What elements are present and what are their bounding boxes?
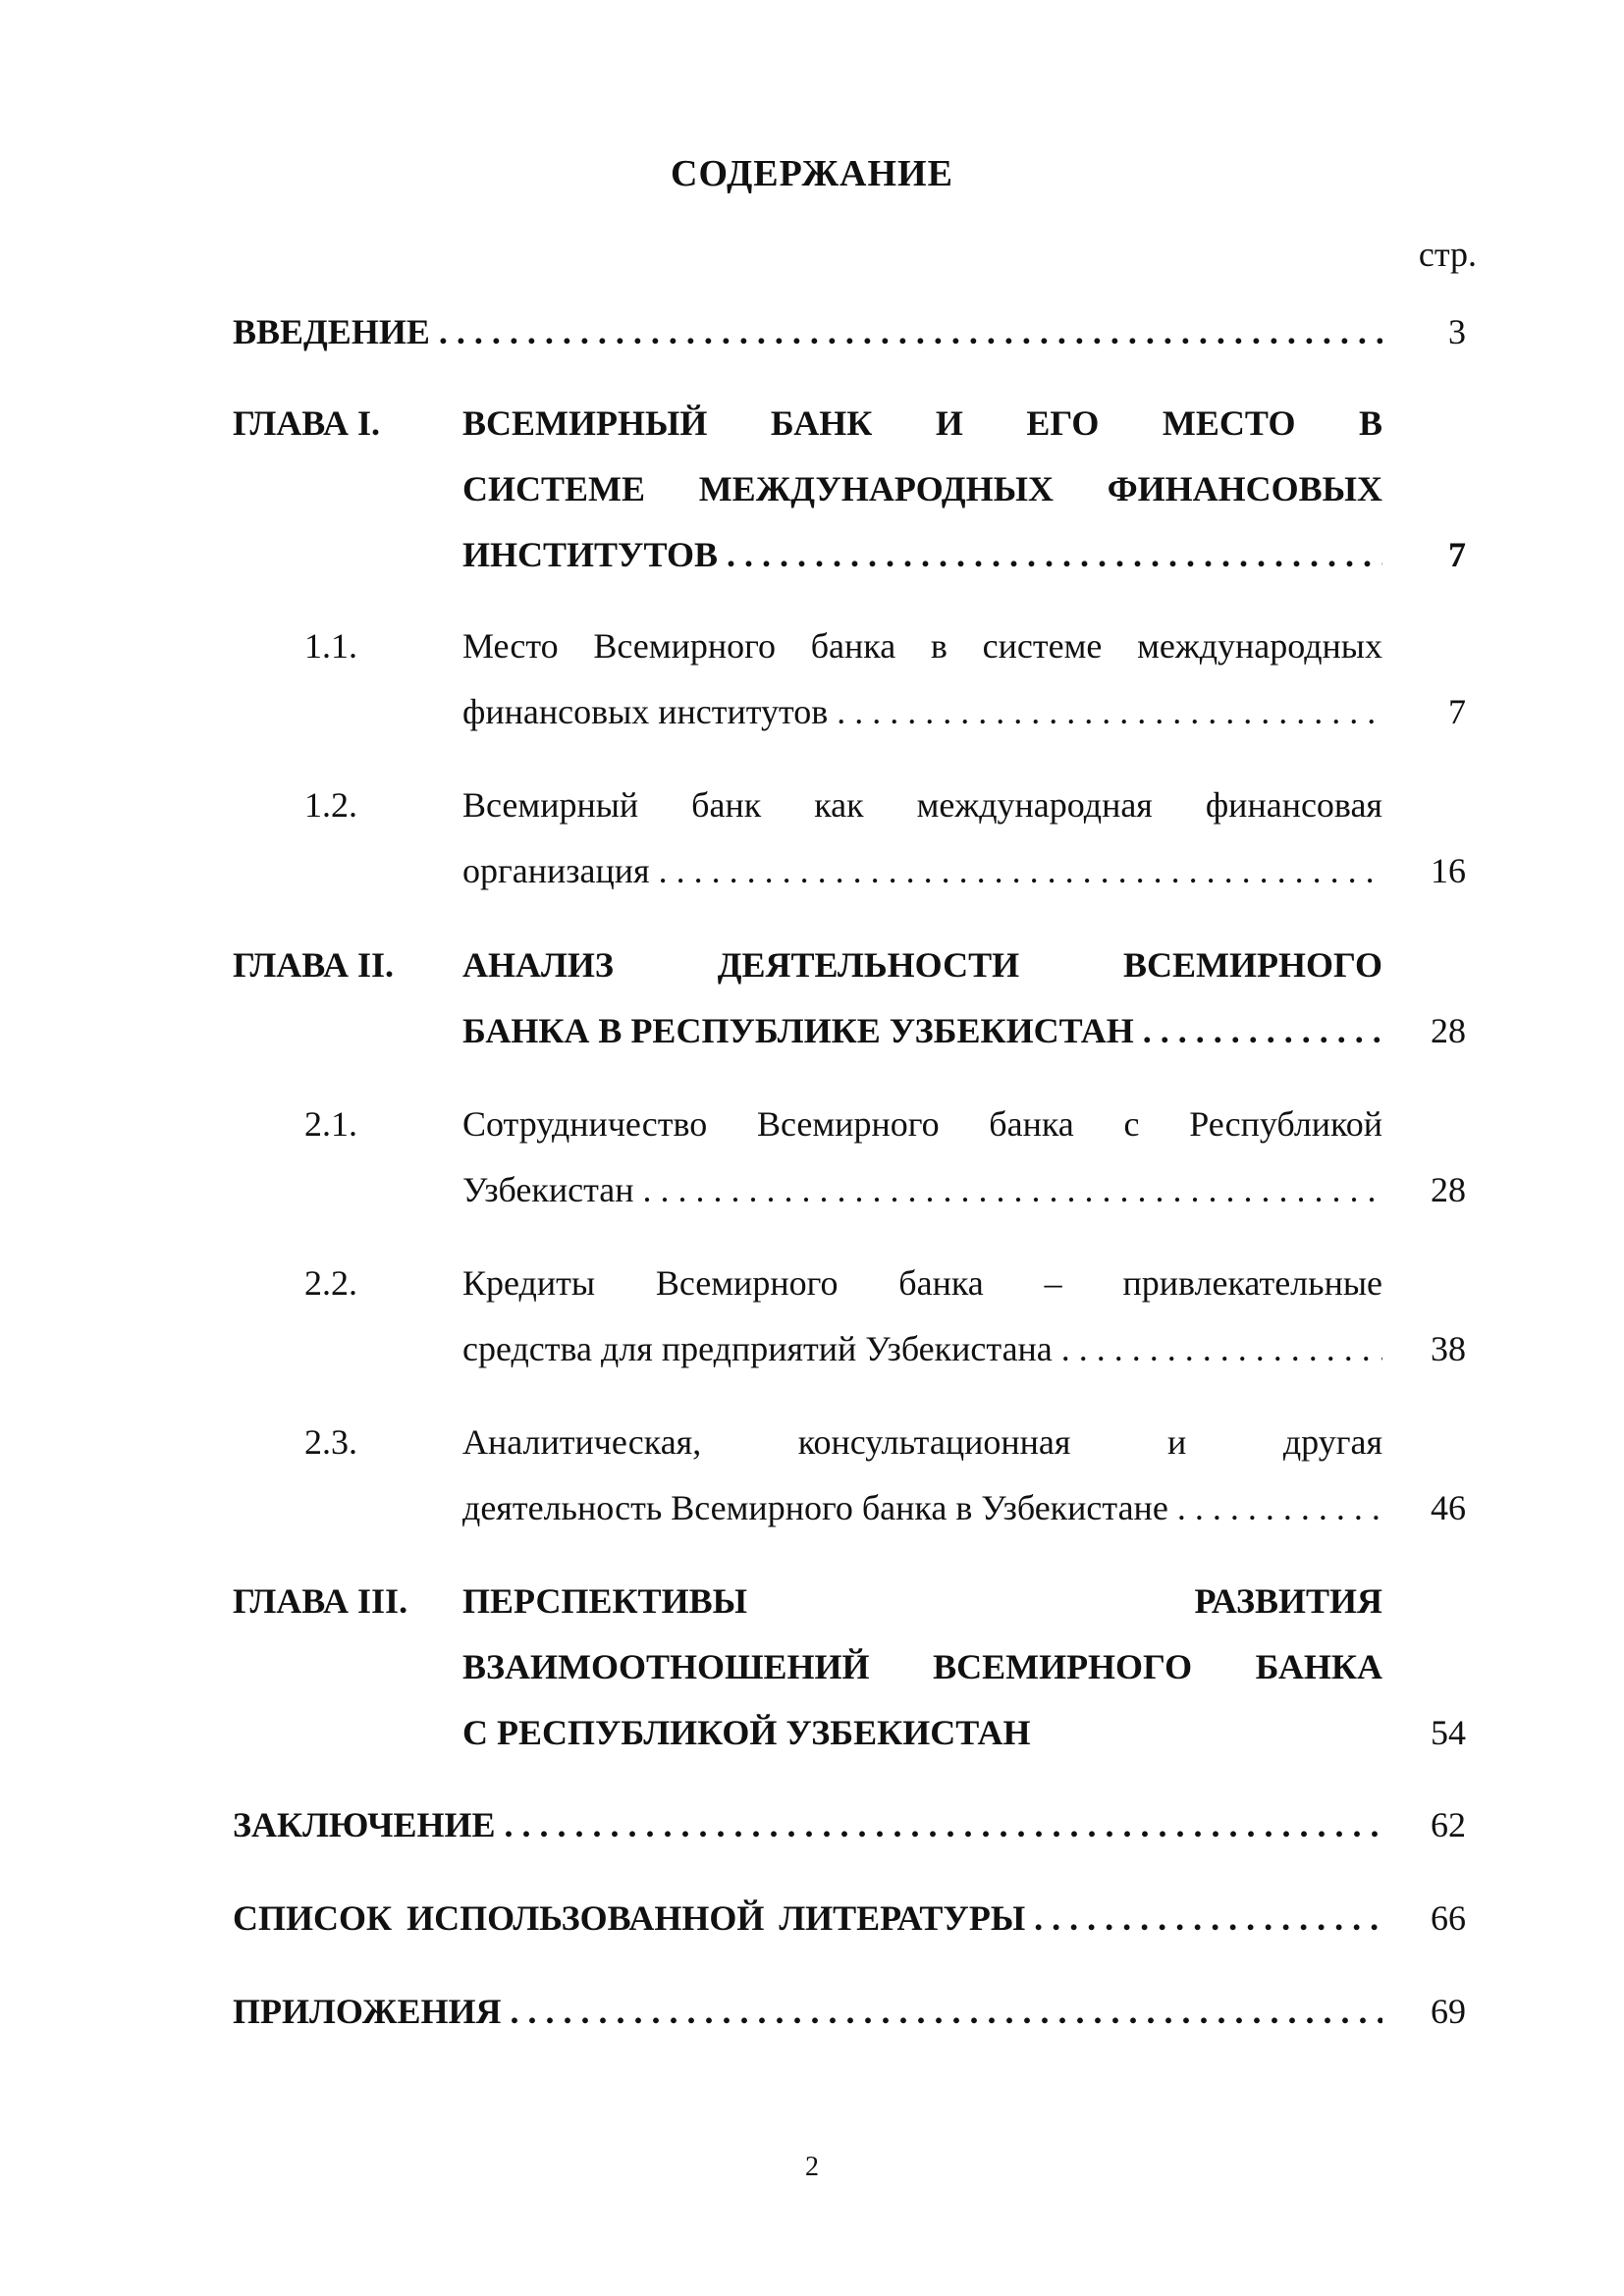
toc-page-number: 7 bbox=[1448, 692, 1466, 731]
toc-section-number: 1.2. bbox=[304, 785, 357, 825]
toc-entry-body bbox=[462, 1569, 1382, 1766]
toc-line: Всемирный банк как международная финансовая bbox=[462, 785, 1382, 825]
toc-line: БАНКА В РЕСПУБЛИКЕ УЗБЕКИСТАН . . . bbox=[462, 998, 1382, 1064]
toc-line: финансовых институтов . . . bbox=[462, 679, 1382, 745]
toc-line: ПЕРСПЕКТИВЫ РАЗВИТИЯ bbox=[462, 1581, 1382, 1621]
toc-page-number: 62 bbox=[1431, 1805, 1466, 1844]
toc-page-number: 46 bbox=[1431, 1488, 1466, 1527]
toc-section-number: 2.1. bbox=[304, 1104, 357, 1144]
toc-line: СПИСОК ИСПОЛЬЗОВАННОЙ ЛИТЕРАТУРЫ . . . bbox=[233, 1886, 1382, 1951]
toc-page-number: 7 bbox=[1448, 535, 1466, 574]
toc-line: ЗАКЛЮЧЕНИЕ . . . bbox=[233, 1792, 1382, 1858]
toc-entry-body bbox=[462, 933, 1382, 1064]
toc-page-number: 28 bbox=[1431, 1170, 1466, 1209]
toc-page-number: 16 bbox=[1431, 851, 1466, 890]
toc-entry-body bbox=[462, 1092, 1382, 1223]
toc-chapter-number: ГЛАВА III. bbox=[233, 1581, 408, 1621]
toc-line: Аналитическая, консультационная и другая bbox=[462, 1422, 1382, 1462]
toc-line: СИСТЕМЕ МЕЖДУНАРОДНЫХ ФИНАНСОВЫХ bbox=[462, 469, 1382, 508]
toc-line: ВСЕМИРНЫЙ БАНК И ЕГО МЕСТО В bbox=[462, 403, 1382, 443]
toc-line: Место Всемирного банка в системе международных bbox=[462, 626, 1382, 666]
toc-entry-body bbox=[233, 1792, 1382, 1858]
toc-line: ВЗАИМООТНОШЕНИЙ ВСЕМИРНОГО БАНКА bbox=[462, 1647, 1382, 1686]
toc-line: Сотрудничество Всемирного банка с Республикой bbox=[462, 1104, 1382, 1144]
toc-line: Кредиты Всемирного банка – привлекательные bbox=[462, 1263, 1382, 1303]
toc-entry-body bbox=[233, 299, 1382, 365]
toc-line: ПРИЛОЖЕНИЯ . . . bbox=[233, 1979, 1382, 2045]
toc-line: деятельность Всемирного банка в Узбекистане . . . bbox=[462, 1475, 1382, 1541]
toc-page-number: 28 bbox=[1431, 1011, 1466, 1050]
toc-line: АНАЛИЗ ДЕЯТЕЛЬНОСТИ ВСЕМИРНОГО bbox=[462, 945, 1382, 985]
toc-entry-body bbox=[233, 1886, 1382, 1951]
toc-line: средства для предприятий Узбекистана . . . bbox=[462, 1316, 1382, 1382]
toc-line: ВВЕДЕНИЕ . . . bbox=[233, 299, 1382, 365]
toc-section-number: 2.3. bbox=[304, 1422, 357, 1462]
toc-chapter-number: ГЛАВА I. bbox=[233, 403, 381, 443]
footer-page-number: 2 bbox=[805, 2152, 819, 2182]
toc-entry-body bbox=[462, 391, 1382, 588]
toc-line: организация . . . bbox=[462, 838, 1382, 904]
toc-page-number: 54 bbox=[1431, 1713, 1466, 1752]
toc-entry-body bbox=[462, 614, 1382, 745]
toc-line: ИНСТИТУТОВ . . . bbox=[462, 522, 1382, 588]
toc-line: Узбекистан . . . bbox=[462, 1157, 1382, 1223]
toc-section-number: 2.2. bbox=[304, 1263, 357, 1303]
toc-entry-body bbox=[462, 1251, 1382, 1382]
page-title: СОДЕРЖАНИЕ bbox=[671, 153, 953, 194]
toc-page-number: 3 bbox=[1448, 312, 1466, 351]
toc-entry-body bbox=[233, 1979, 1382, 2045]
toc-entry-body bbox=[462, 1410, 1382, 1541]
toc-section-number: 1.1. bbox=[304, 626, 357, 666]
toc-page-number: 38 bbox=[1431, 1329, 1466, 1368]
toc-entry-body bbox=[462, 773, 1382, 904]
page-column-header: стр. bbox=[1418, 235, 1477, 274]
toc-page-number: 66 bbox=[1431, 1898, 1466, 1938]
toc-page-number: 69 bbox=[1431, 1992, 1466, 2031]
toc-line: С РЕСПУБЛИКОЙ УЗБЕКИСТАН bbox=[462, 1713, 1031, 1752]
toc-chapter-number: ГЛАВА II. bbox=[233, 945, 395, 985]
